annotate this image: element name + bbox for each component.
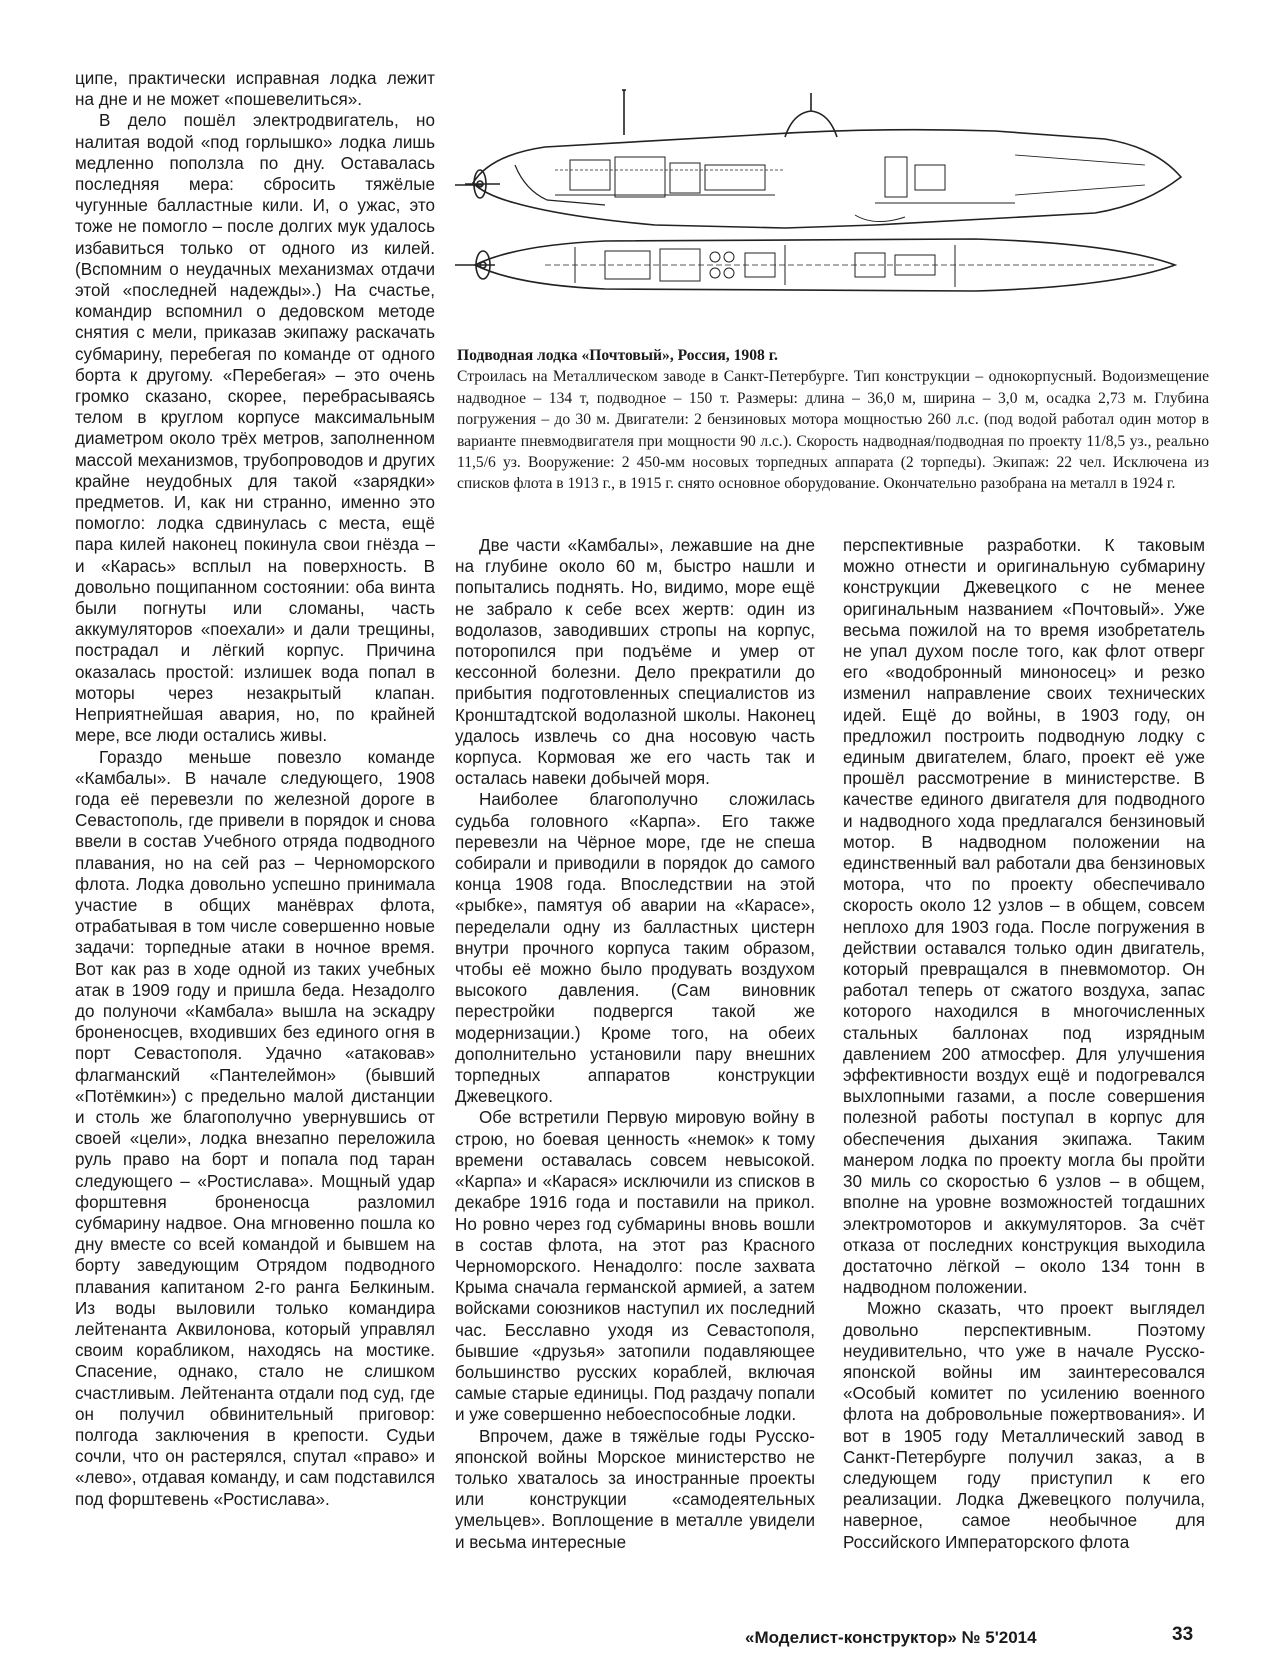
paragraph: Наиболее благополучно сложилась судьба головного «Карпа». Его также перевезли на Чёрное море, где не спеша собирали и приводили в порядок до самого конца 1908 года. Впоследствии на этой «рыбке», памятуя об аварии на «Карасе», переделали одну из балластных цистерн внутри прочного корпуса таким образом, чтобы её можно было продувать воздухом высокого давления. (Сам виновник перестройки подвергся такой же модернизации.) Кроме того, на обеих дополнительно установили пару внешних торпедных аппаратов конструкции Джевецкого. — [455, 790, 815, 1107]
paragraph: перспективные разработки. К таковым можно отнести и оригинальную субмарину конструкции Джевецкого с не менее оригинальным названием «Почтовый». Уже весьма пожилой на то время изобретатель не упал духом после того, как флот отверг его «водобронный миноносец» и резко изменил направление своих технических идей. Ещё до войны, в 1903 году, он предложил построить подводную лодку с единым двигателем, благо, проект её уже прошёл рассмотрение в министерстве. В качестве единого двигателя для подводного и надводного хода предлагался бензиновый мотор. В надводном положении на единственный вал работали два бензиновых мотора, что по проекту обеспечивало скорость около 12 узлов – в общем, совсем неплохо для 1903 года. После погружения в действии оставался только один двигатель, который превращался в пневмомотор. Он работал теперь от сжатого воздуха, запас которого находился в многочисленных стальных баллонах под изрядным давлением 200 атмосфер. Для улучшения эффективности воздух ещё и подогревался выхлопными газами, а после совершения полезной работы поступал в корпус для обеспечения дыхания экипажа. Таким манером лодка по проекту могла бы пройти 30 миль со скоростью 6 узлов – в общем, вполне на уровне возможностей тогдашних электромоторов и аккумуляторов. За счёт отказа от последних конструкция выходила достаточно лёгкой – около 134 тонн в надводном положении. — [843, 536, 1205, 1298]
top-view-drawing — [455, 239, 1175, 291]
paragraph: Гораздо меньше повезло команде «Камбалы». В начале следующего, 1908 года её перевезли по железной дороге в Севастополь, где привели в порядок и снова ввели в состав Учебного отряда подводного плавания, но на сей раз – Черноморского флота. Лодка довольно успешно принимала участие в общих манёврах флота, отрабатывая в том числе совершенно новые задачи: торпедные атаки в ночное время. Вот как раз в ходе одной из таких учебных атак в 1909 году и пришла беда. Незадолго до полуночи «Камбала» вышла на эскадру броненосцев, входивших без единого огня в порт Севастополя. Удачно «атаковав» флагманский «Пантелеймон» (бывший «Потёмкин») с предельно малой дистанции и столь же благополучно увернувшись от своей «цели», лодка внезапно переложила руль право на борт и попала под таран следующего – «Ростислава». Мощный удар форштевня броненосца разломил субмарину надвое. Она мгновенно пошла ко дну вместе со всей командой и бывшем на борту заведующим Отрядом подводного плавания капитаном 2-го ранга Белкиным. Из воды выловили только командира лейтенанта Аквилонова, который управлял своим корабликом, находясь на мостике. Спасение, однако, стало не слишком счастливым. Лейтенанта отдали под суд, где он получил обвинительный приговор: полгода заключения в крепости. Судьи сочли, что он растерялся, спутал «право» и «лево», отдавая команду, и сам подставился под форштевень «Ростислава». — [75, 747, 435, 1509]
paragraph: Две части «Камбалы», лежавшие на дне на глубине около 60 м, быстро нашли и попытались поднять. Но, видимо, море ещё не забрало к себе всех жертв: один из водолазов, заводивших стропы на корпус, поторопился при подъёме и умер от кессонной болезни. Дело прекратили до прибытия подготовленных специалистов из Кронштадтской водолазной школы. Наконец удалось извлечь со дна носовую часть корпуса. Кормовая же его часть так и осталась навеки добычей моря. — [455, 536, 815, 789]
page-number: 33 — [1172, 1624, 1194, 1645]
paragraph: Обе встретили Первую мировую войну в строю, но боевая ценность «немок» к тому времени оставалась совсем невысокой. «Карпа» и «Карася» исключили из списков в декабре 1916 года и поставили на прикол. Но ровно через год субмарины вновь вошли в состав флота, на этот раз Красного Черноморского. Ненадолго: после захвата Крыма сначала германской армией, а затем войсками союзников наступил их последний час. Бесславно уходя из Севастополя, бывшие «друзья» затопили подавляющее большинство русских кораблей, включая самые старые единицы. Под раздачу попали и уже совершенно небоеспособные лодки. — [455, 1108, 815, 1425]
caption-text: Строилась на Металлическом заводе в Санкт-Петербурге. Тип конструкции – однокорпусный. Водоизмещение надводное – 134 т, подводное – 150 т. Размеры: длина – 36,0 м, ширина – 3,0 м, осадка 2,73 м. Глубина погружения – до 30 м. Двигатели: 2 бензиновых мотора мощностью 260 л.с. (под водой работал один мотор в варианте пневмодвигателя при мощности 90 л.с.). Скорость надводная/подводная по проекту 11/8,5 уз., реально 11,5/6 уз. Вооружение: 2 450-мм носовых торпедных аппарата (2 торпеды). Экипаж: 22 чел. Исключена из списков флота в 1913 г., в 1915 г. снято основное оборудование. Окончательно разобрана на металл в 1924 г. — [457, 368, 1209, 493]
text-column-2 — [455, 535, 815, 1553]
text-column-1 — [75, 68, 435, 1510]
paragraph: Впрочем, даже в тяжёлые годы Русско-японской войны Морское министерство не только хваталось за иностранные проекты или конструкции «самодеятельных умельцев». Воплощение в металле увидели и весьма интересные — [455, 1426, 815, 1552]
magazine-name: «Моделист-конструктор» № 5'2014 — [745, 1628, 1037, 1647]
submarine-drawing — [455, 85, 1215, 340]
caption-title: Подводная лодка «Почтовый», Россия, 1908 г. — [457, 347, 778, 364]
text-column-3 — [843, 535, 1205, 1553]
side-view-drawing — [455, 90, 1181, 228]
figure-caption — [457, 345, 1209, 495]
paragraph: Можно сказать, что проект выглядел довольно перспективным. Поэтому неудивительно, что уже в начале Русско-японской войны им заинтересовался «Особый комитет по усилению военного флота на добровольные пожертвования». И вот в 1905 году Металлический завод в Санкт-Петербурге получил заказ, а в следующем году приступил к его реализации. Лодка Джевецкого получила, наверное, самое необычное для Российского Императорского флота — [843, 1299, 1205, 1552]
paragraph: В дело пошёл электродвигатель, но налитая водой «под горлышко» лодка лишь медленно поползла по дну. Оставалась последняя мера: сбросить тяжёлые чугунные балластные кили. И, о ужас, это тоже не помогло – после долгих мук удалось избавиться только от одного из килей. (Вспомним о неудачных механизмах отдачи этой «последней надежды».) На счастье, командир вспомнил о дедовском методе снятия с мели, приказав экипажу раскачать субмарину, перебегая по команде от одного борта к другому. «Перебегая» – это очень громко сказано, скорее, перебрасываясь телом в круглом корпусе максимальным диаметром около трёх метров, заполненном массой механизмов, трубопроводов и других крайне неудобных для такой «зарядки» предметов. И, как ни странно, именно это помогло: лодка сдвинулась с места, ещё пара килей наконец покинула свои гнёзда – и «Карась» всплыл на поверхность. В довольно пощипанном состоянии: оба винта были погнуты или сломаны, часть аккумуляторов «поехали» и дали трещины, пострадал и лёгкий корпус. Причина оказалась простой: излишек вода попал в моторы через незакрытый клапан. Неприятнейшая авария, но, по крайней мере, все люди остались живы. — [75, 111, 435, 746]
paragraph: ципе, практически исправная лодка лежит на дне и не может «пошевелиться». — [75, 69, 435, 110]
